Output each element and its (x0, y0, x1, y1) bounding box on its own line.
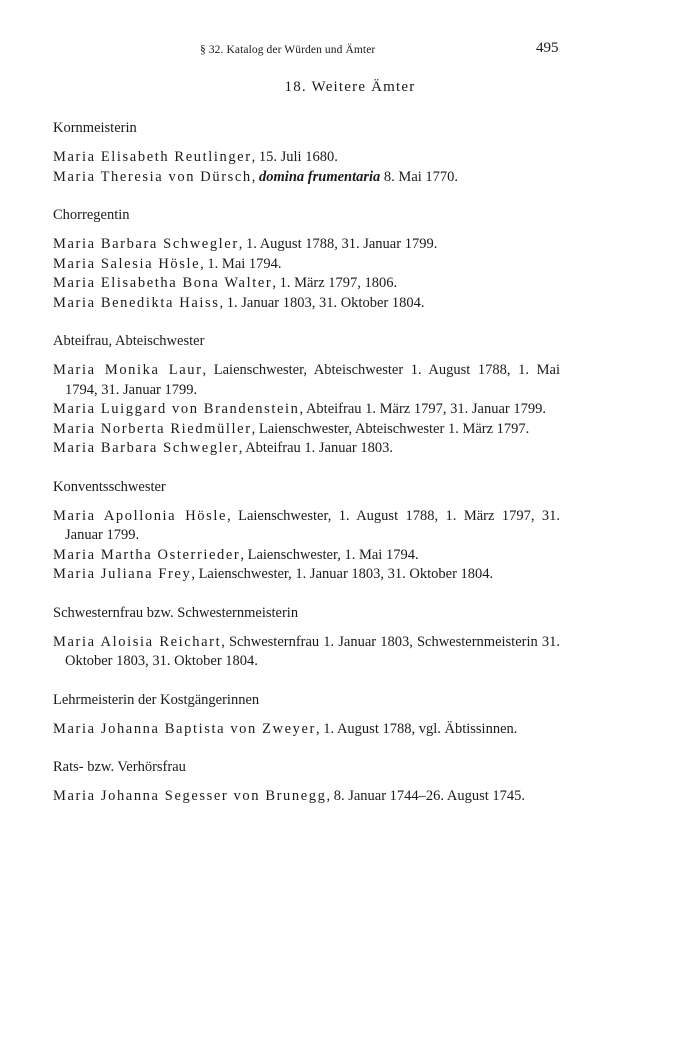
person-entry (53, 361, 560, 400)
office-heading: Rats- bzw. Verhörsfrau (53, 759, 186, 775)
entry-details: , 15. Juli 1680. (251, 149, 338, 165)
person-name: Maria Johanna Segesser von Brunegg (53, 788, 327, 804)
person-name: Maria Martha Osterrieder (53, 546, 241, 563)
entry-details: , Laienschwester, 1. August 1788, 1. März 1797, 31. Januar 1799. (65, 507, 560, 543)
person-entry (53, 255, 560, 275)
office-heading: Chorregentin (53, 207, 130, 223)
office-group (53, 477, 560, 585)
office-heading: Schwesternfrau bzw. Schwesternmeisterin (53, 604, 299, 621)
person-entry (53, 294, 560, 314)
entry-list (53, 720, 560, 740)
office-heading: Kornmeisterin (53, 120, 137, 136)
office-group (53, 603, 560, 672)
entry-list (53, 787, 560, 807)
person-name: Maria Juliana Frey (53, 566, 192, 582)
entry-details: , 1. Januar 1803, 31. Oktober 1804. (219, 294, 425, 311)
entry-details: , 1. August 1788, 31. Januar 1799. (238, 236, 438, 252)
entry-details: , Laienschwester, Abteischwester 1. August 1788, 1. Mai 1794, 31. Januar 1799. (65, 362, 560, 398)
latin-title: domina frumentaria (259, 168, 381, 185)
person-name: Maria Aloisia Reichart (53, 633, 222, 650)
entry-details: , 1. August 1788, vgl. Äbtissinnen. (316, 720, 518, 737)
office-heading: Konventsschwester (53, 478, 166, 495)
person-name: Maria Theresia von Dürsch (53, 168, 252, 185)
office-group (53, 331, 560, 459)
section-title: 18. Weitere Ämter (284, 79, 416, 95)
person-entry (53, 546, 560, 566)
person-entry (53, 148, 560, 168)
person-name: Maria Apollonia Hösle (53, 507, 228, 524)
person-name: Maria Norberta Riedmüller (53, 420, 252, 437)
entry-details: , Laienschwester, 1. Januar 1803, 31. Oktober 1804. (191, 566, 494, 582)
entry-details-cont: 8. Mai 1770. (380, 168, 459, 185)
entry-list (53, 507, 560, 585)
person-entry (53, 439, 560, 459)
entry-details: , (251, 168, 260, 185)
person-entry (53, 400, 560, 420)
entry-list (53, 633, 560, 672)
office-group (53, 690, 560, 740)
person-entry (53, 168, 560, 188)
running-header (0, 40, 700, 62)
office-group (53, 118, 560, 187)
entry-details: , 1. Mai 1794. (200, 255, 282, 272)
entry-details: , Schwesternfrau 1. Januar 1803, Schwesternmeisterin 31. Oktober 1803, 31. Oktober 1804. (65, 633, 560, 669)
office-group (53, 757, 560, 807)
page-number: 495 (536, 40, 559, 56)
person-name: Maria Salesia Hösle (53, 255, 201, 272)
person-entry (53, 787, 560, 807)
person-entry (53, 274, 560, 294)
entry-details: , Abteifrau 1. März 1797, 31. Januar 1799. (299, 401, 546, 417)
entry-details: , Laienschwester, 1. Mai 1794. (240, 546, 419, 563)
office-heading: Lehrmeisterin der Kostgängerinnen (53, 691, 260, 708)
entry-list (53, 235, 560, 313)
running-title: § 32. Katalog der Würden und Ämter (200, 44, 376, 56)
person-entry (53, 235, 560, 255)
person-name: Maria Benedikta Haiss (53, 294, 220, 311)
entry-list (53, 361, 560, 459)
person-entry (53, 720, 560, 740)
person-entry (53, 633, 560, 672)
entry-details: , Laienschwester, Abteischwester 1. März 1797. (251, 420, 530, 437)
person-name: Maria Elisabetha Bona Walter (53, 275, 273, 291)
entry-list (53, 148, 560, 187)
person-entry (53, 420, 560, 440)
office-heading: Abteifrau, Abteischwester (53, 333, 205, 349)
person-name: Maria Johanna Baptista von Zweyer (53, 720, 316, 737)
person-entry (53, 507, 560, 546)
person-name: Maria Elisabeth Reutlinger (53, 149, 252, 165)
office-catalog (53, 118, 560, 825)
person-name: Maria Monika Laur (53, 362, 203, 378)
entry-details: , Abteifrau 1. Januar 1803. (238, 440, 393, 456)
office-group (53, 205, 560, 313)
person-name: Maria Barbara Schwegler (53, 440, 239, 456)
person-name: Maria Luiggard von Brandenstein (53, 401, 300, 417)
entry-details: , 1. März 1797, 1806. (272, 275, 398, 291)
entry-details: , 8. Januar 1744–26. August 1745. (326, 788, 526, 804)
person-name: Maria Barbara Schwegler (53, 236, 239, 252)
person-entry (53, 565, 560, 585)
